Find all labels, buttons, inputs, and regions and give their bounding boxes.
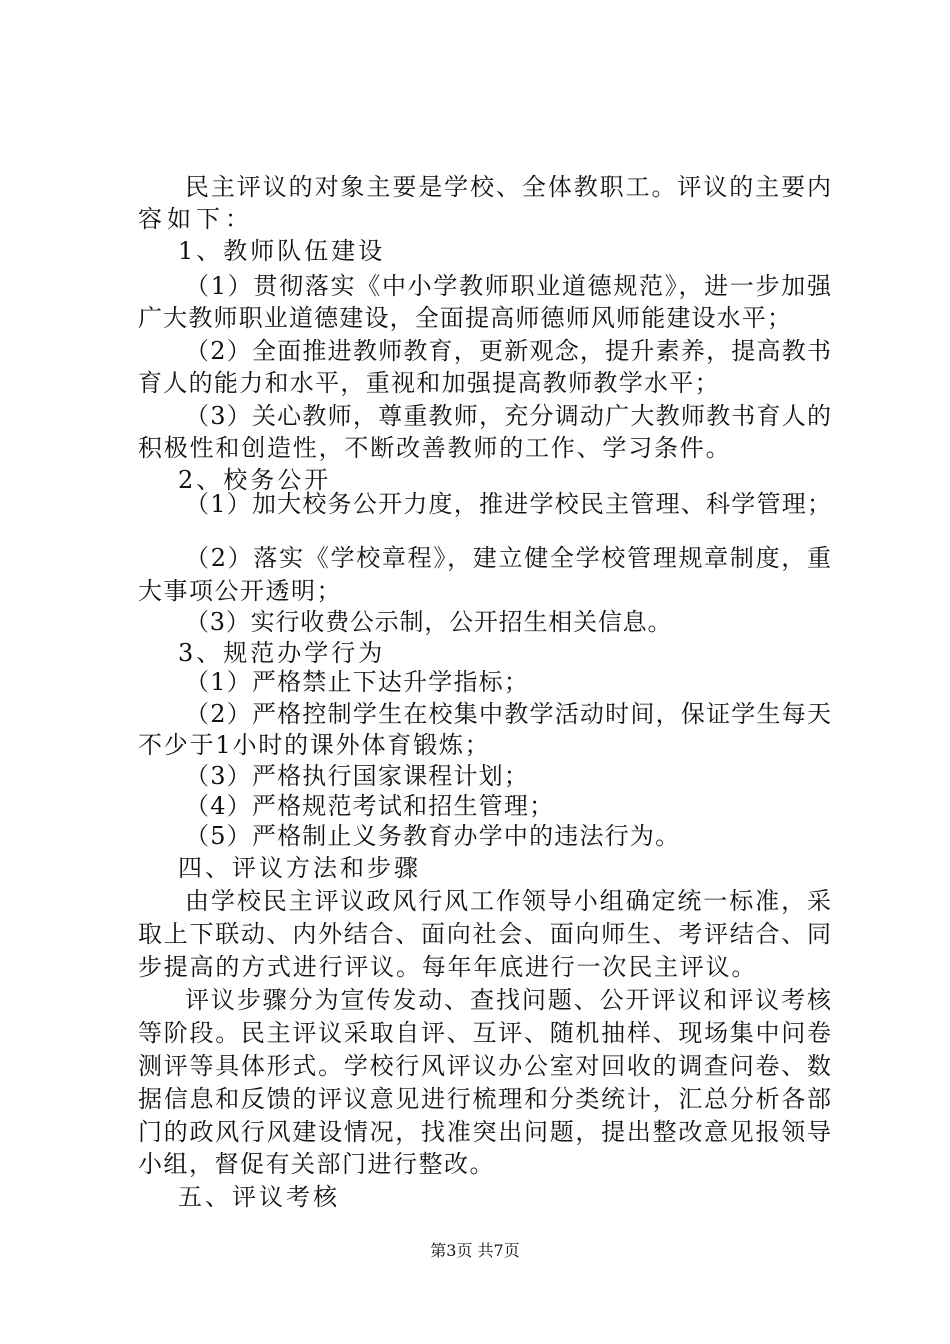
paragraph-line: （2）落实《学校章程》，建立健全学校管理规章制度，重 [185, 544, 831, 572]
paragraph-line: （1）加大校务公开力度，推进学校民主管理、科学管理； [185, 490, 831, 518]
section-heading: 四、评议方法和步骤 [178, 854, 421, 882]
section-heading: 2、校务公开 [178, 466, 332, 494]
paragraph-line: 测评等具体形式。学校行风评议办公室对回收的调查问卷、数 [138, 1052, 831, 1080]
paragraph-line: 步提高的方式进行评议。每年年底进行一次民主评议。 [138, 953, 758, 981]
paragraph-line: 小组，督促有关部门进行整改。 [138, 1150, 495, 1178]
paragraph-line: 据信息和反馈的评议意见进行梳理和分类统计，汇总分析各部 [138, 1085, 831, 1113]
paragraph-line: （3）实行收费公示制，公开招生相关信息。 [185, 608, 673, 636]
paragraph-line: 由学校民主评议政风行风工作领导小组确定统一标准，采 [185, 887, 831, 915]
paragraph-line: （1）严格禁止下达升学指标； [185, 668, 530, 696]
paragraph-line: （2）严格控制学生在校集中教学活动时间，保证学生每天 [185, 700, 831, 728]
paragraph-line: 容如下： [138, 205, 254, 233]
paragraph-line: 大事项公开透明； [138, 577, 342, 605]
paragraph-line: （4）严格规范考试和招生管理； [185, 792, 555, 820]
section-heading: 1、教师队伍建设 [178, 237, 386, 265]
paragraph-line: （5）严格制止义务教育办学中的违法行为。 [185, 822, 681, 850]
paragraph-line: 门的政风行风建设情况，找准突出问题，提出整改意见报领导 [138, 1118, 831, 1146]
paragraph-line: （1）贯彻落实《中小学教师职业道德规范》，进一步加强 [185, 272, 831, 300]
paragraph-line: （3）严格执行国家课程计划； [185, 762, 530, 790]
paragraph-line: 民主评议的对象主要是学校、全体教职工。评议的主要内 [185, 173, 831, 201]
paragraph-line: 育人的能力和水平，重视和加强提高教师教学水平； [138, 369, 720, 397]
paragraph-line: 不少于1小时的课外体育锻炼； [138, 731, 491, 759]
paragraph-line: 取上下联动、内外结合、面向社会、面向师生、考评结合、同 [138, 920, 831, 948]
paragraph-line: （2）全面推进教师教育，更新观念，提升素养，提高教书 [185, 337, 831, 365]
section-heading: 3、规范办学行为 [178, 639, 386, 667]
paragraph-line: 积极性和创造性，不断改善教师的工作、学习条件。 [138, 434, 732, 462]
section-heading: 五、评议考核 [178, 1183, 340, 1211]
paragraph-line: 广大教师职业道德建设，全面提高师德师风师能建设水平； [138, 304, 791, 332]
page-indicator: 第3页 共7页 [430, 1241, 520, 1260]
paragraph-line: （3）关心教师，尊重教师，充分调动广大教师教书育人的 [185, 402, 831, 430]
paragraph-line: 等阶段。民主评议采取自评、互评、随机抽样、现场集中问卷 [138, 1019, 831, 1047]
paragraph-line: 评议步骤分为宣传发动、查找问题、公开评议和评议考核 [185, 986, 831, 1014]
